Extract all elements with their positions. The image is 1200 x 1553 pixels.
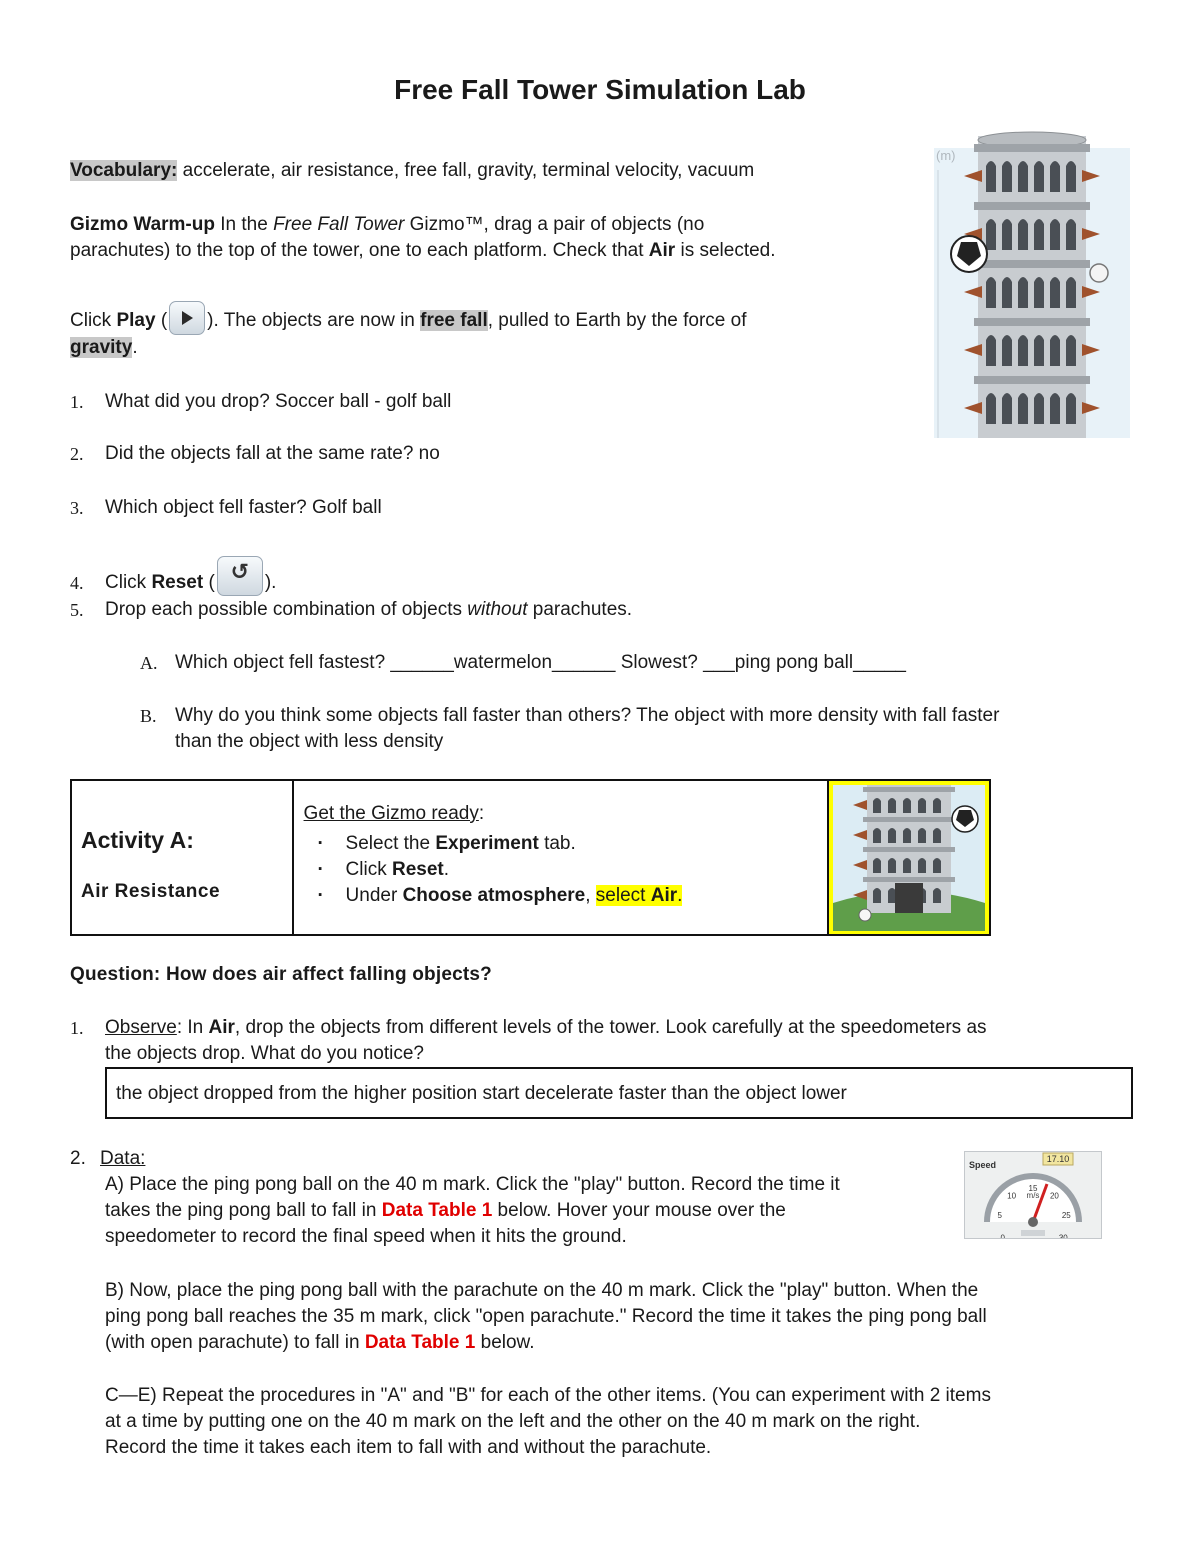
question-heading: Question: How does air affect falling objects?: [70, 964, 492, 985]
text: select: [595, 885, 651, 906]
thumb-ledge: [863, 817, 955, 822]
speedometer-tick-label: 10: [1007, 1191, 1017, 1201]
tower-arch: [1050, 393, 1060, 424]
thumb-arch: [918, 858, 926, 873]
air-term: Air: [650, 885, 678, 906]
thumb-arch: [888, 888, 896, 903]
gravity-term: gravity: [70, 337, 133, 358]
tower-arch: [986, 277, 996, 308]
thumb-arch: [903, 858, 911, 873]
warmup-label: Gizmo Warm-up: [70, 214, 215, 235]
thumb-arch: [933, 858, 941, 873]
text: speedometer to record the final speed when it hits the ground.: [105, 1226, 627, 1247]
choose-atmosphere-term: Choose atmosphere: [402, 885, 586, 906]
thumb-ledge: [863, 787, 955, 792]
text: (: [155, 310, 168, 332]
tower-arch: [986, 393, 996, 424]
data-table-ref: Data Table 1: [364, 1332, 476, 1353]
tower-arch: [1066, 277, 1076, 308]
reset-button-icon: ↺: [217, 556, 263, 596]
observe-answer-text: the object dropped from the higher position start decelerate faster than the object lower: [116, 1083, 847, 1104]
text: below. Hover your mouse over the: [492, 1200, 786, 1221]
tower-arch: [986, 161, 996, 192]
item-number: 2.: [70, 1148, 86, 1169]
text: .: [443, 859, 450, 880]
tower-arch: [1066, 219, 1076, 250]
question-number: 2.: [70, 444, 84, 464]
speedometer-readout: 17.10: [1046, 1154, 1070, 1164]
text: Click: [70, 310, 117, 332]
thumb-arch: [903, 798, 911, 813]
thumb-arch: [933, 888, 941, 903]
speedometer-tick-label: 25: [1061, 1210, 1071, 1220]
speedometer-unit: m/s: [1026, 1191, 1040, 1200]
text: ,: [585, 885, 596, 906]
thumb-arch: [918, 798, 926, 813]
question-number: 1.: [70, 392, 84, 412]
text: Select the: [345, 833, 436, 854]
thumb-arch: [873, 888, 881, 903]
step-number: 5.: [70, 600, 84, 620]
warmup-paragraph: [70, 212, 910, 264]
sub-question-letter: A.: [140, 653, 158, 673]
tower-figure: [934, 130, 1130, 438]
air-term: Air: [648, 240, 676, 261]
activity-step: [294, 857, 827, 883]
data-step-c-e: [105, 1383, 1165, 1461]
question-number: 3.: [70, 498, 84, 518]
activity-subtitle: Air Resistance: [81, 881, 221, 902]
thumb-arch: [873, 828, 881, 843]
thumb-arch: [933, 798, 941, 813]
text: , drop the objects from different levels of the tower. Look carefully at the speedometers as: [234, 1017, 987, 1038]
observe-label: Observe: [105, 1017, 177, 1038]
thumb-ledge: [863, 877, 955, 882]
text: ).: [264, 572, 277, 594]
tower-arch: [986, 335, 996, 366]
item-number: 1.: [70, 1018, 84, 1038]
tower-arch: [1050, 219, 1060, 250]
activity-step: [294, 883, 827, 909]
tower-arch: [1018, 335, 1028, 366]
warmup-text: parachutes) to the top of the tower, one to each platform. Check that: [70, 240, 649, 261]
speedometer-tick-label: 15: [1028, 1184, 1038, 1193]
tower-arch: [1034, 335, 1044, 366]
text: Under: [345, 885, 403, 906]
speedometer-figure: [964, 1151, 1102, 1239]
speedometer-tick-label: 30: [1058, 1233, 1068, 1238]
gizmo-name: Free Fall Tower: [273, 214, 405, 235]
speedometer-tick-label: 20: [1049, 1191, 1059, 1201]
activity-image-cell: [828, 780, 990, 935]
tower-arch: [1018, 277, 1028, 308]
activity-instructions-cell: [293, 780, 828, 935]
thumb-arch: [873, 858, 881, 873]
text: .: [132, 337, 138, 358]
thumb-ledge: [863, 847, 955, 852]
tower-arch: [1002, 219, 1012, 250]
text: .: [677, 885, 683, 906]
thumb-arch: [888, 858, 896, 873]
step-number: 4.: [70, 573, 84, 593]
without-term: without: [467, 599, 528, 620]
play-term: Play: [116, 310, 156, 332]
gizmo-ready-heading: [294, 781, 827, 827]
warmup-text: In the: [214, 214, 274, 235]
text: (: [203, 572, 215, 594]
text: : In: [176, 1017, 209, 1038]
tower-thumbnail-image: [831, 783, 987, 933]
gizmo-ready-text: Get the Gizmo ready: [303, 803, 479, 824]
text: below.: [475, 1332, 535, 1353]
thumb-arch: [903, 828, 911, 843]
tower-arch: [1034, 161, 1044, 192]
reset-term: Reset: [392, 859, 444, 880]
question-text: Which object fell faster? Golf ball: [105, 497, 382, 518]
play-button-icon: [169, 301, 205, 335]
free-fall-term: free fall: [420, 310, 488, 332]
text: ). The objects are now in: [207, 310, 421, 332]
text: Drop each possible combination of objects: [105, 599, 468, 620]
tower-ledge: [974, 202, 1090, 210]
text: Click: [345, 859, 392, 880]
question-text: What did you drop? Soccer ball - golf ball: [105, 391, 452, 412]
text: , pulled to Earth by the force of: [487, 310, 747, 332]
text: B) Now, place the ping pong ball with the parachute on the 40 m mark. Click the "play" button. When the: [105, 1280, 979, 1301]
text: :: [478, 803, 485, 824]
observe-answer-box[interactable]: [105, 1067, 1133, 1119]
sub-question-text: Which object fell fastest? ______watermelon______ Slowest? ___ping pong ball_____: [175, 652, 906, 673]
tower-arch: [1034, 393, 1044, 424]
speedometer-image: [965, 1152, 1101, 1238]
tower-image: [934, 130, 1130, 438]
tower-arch: [1034, 219, 1044, 250]
warmup-text: Gizmo™, drag a pair of objects (no: [404, 214, 705, 235]
text: Record the time it takes each item to fall with and without the parachute.: [105, 1437, 712, 1458]
text: A) Place the ping pong ball on the 40 m mark. Click the "play" button. Record the time it: [105, 1174, 840, 1195]
experiment-term: Experiment: [435, 833, 539, 854]
text: at a time by putting one on the 40 m mark on the left and the other on the 40 m mark on the right.: [105, 1411, 921, 1432]
page-title: Free Fall Tower Simulation Lab: [394, 74, 806, 105]
thumb-arch: [888, 798, 896, 813]
tower-arch: [1066, 335, 1076, 366]
tower-ledge: [974, 318, 1090, 326]
tower-arch: [986, 219, 996, 250]
tower-arch: [1018, 161, 1028, 192]
tower-arch: [1034, 277, 1044, 308]
text: Click: [105, 572, 152, 594]
activity-steps: [294, 831, 827, 909]
tower-arch: [1002, 277, 1012, 308]
text: ping pong ball reaches the 35 m mark, click "open parachute." Record the time it takes the ping pong ball: [105, 1306, 987, 1327]
activity-title-cell: [71, 780, 293, 935]
data-label: Data:: [100, 1148, 146, 1169]
warmup-text: is selected.: [675, 240, 776, 261]
activity-title: Activity A:: [81, 827, 194, 853]
activity-step: [294, 831, 827, 857]
text: the objects drop. What do you notice?: [105, 1043, 424, 1064]
tower-arch: [1018, 393, 1028, 424]
data-step-b: [105, 1278, 1165, 1356]
tower-arch: [1002, 161, 1012, 192]
tower-arch: [1050, 277, 1060, 308]
tower-ledge: [974, 376, 1090, 384]
data-table-ref: Data Table 1: [381, 1200, 493, 1221]
thumb-arch: [933, 828, 941, 843]
tower-ledge: [974, 260, 1090, 268]
speedometer-tick-label: 5: [997, 1210, 1002, 1220]
tower-arch: [1050, 335, 1060, 366]
vocabulary-words: accelerate, air resistance, free fall, gravity, terminal velocity, vacuum: [177, 160, 755, 181]
tower-ledge: [974, 144, 1090, 152]
activity-table: [70, 779, 991, 936]
text: C—E) Repeat the procedures in "A" and "B" for each of the other items. (You can experiment with 2 items: [105, 1385, 991, 1406]
vocabulary-line: [70, 158, 754, 184]
question-text: Did the objects fall at the same rate? no: [105, 443, 440, 464]
thumb-arch: [918, 828, 926, 843]
select-air-highlight: [596, 885, 683, 906]
sub-question-text: Why do you think some objects fall faster than others? The object with more density with fall faster: [175, 705, 1000, 726]
tower-arch: [1066, 393, 1076, 424]
air-term: Air: [208, 1017, 235, 1038]
tower-arch: [1002, 335, 1012, 366]
vocabulary-label: Vocabulary:: [70, 160, 178, 181]
data-step-a: [105, 1172, 955, 1250]
speedometer-label: Speed: [969, 1160, 997, 1170]
speedometer-tick-label: 0: [1000, 1233, 1005, 1238]
thumb-arch: [873, 798, 881, 813]
sub-question-letter: B.: [140, 706, 157, 726]
text: takes the ping pong ball to fall in: [105, 1200, 382, 1221]
text: parachutes.: [527, 599, 633, 620]
tower-arch: [1066, 161, 1076, 192]
click-play-paragraph: [70, 307, 910, 361]
reset-term: Reset: [151, 572, 204, 594]
tower-axis-label: (m): [936, 148, 956, 163]
tower-arch: [1018, 219, 1028, 250]
sub-question-text: than the object with less density: [175, 731, 444, 752]
tower-arch: [1002, 393, 1012, 424]
text: (with open parachute) to fall in: [105, 1332, 365, 1353]
text: tab.: [538, 833, 576, 854]
tower-arch: [1050, 161, 1060, 192]
thumb-arch: [888, 828, 896, 843]
